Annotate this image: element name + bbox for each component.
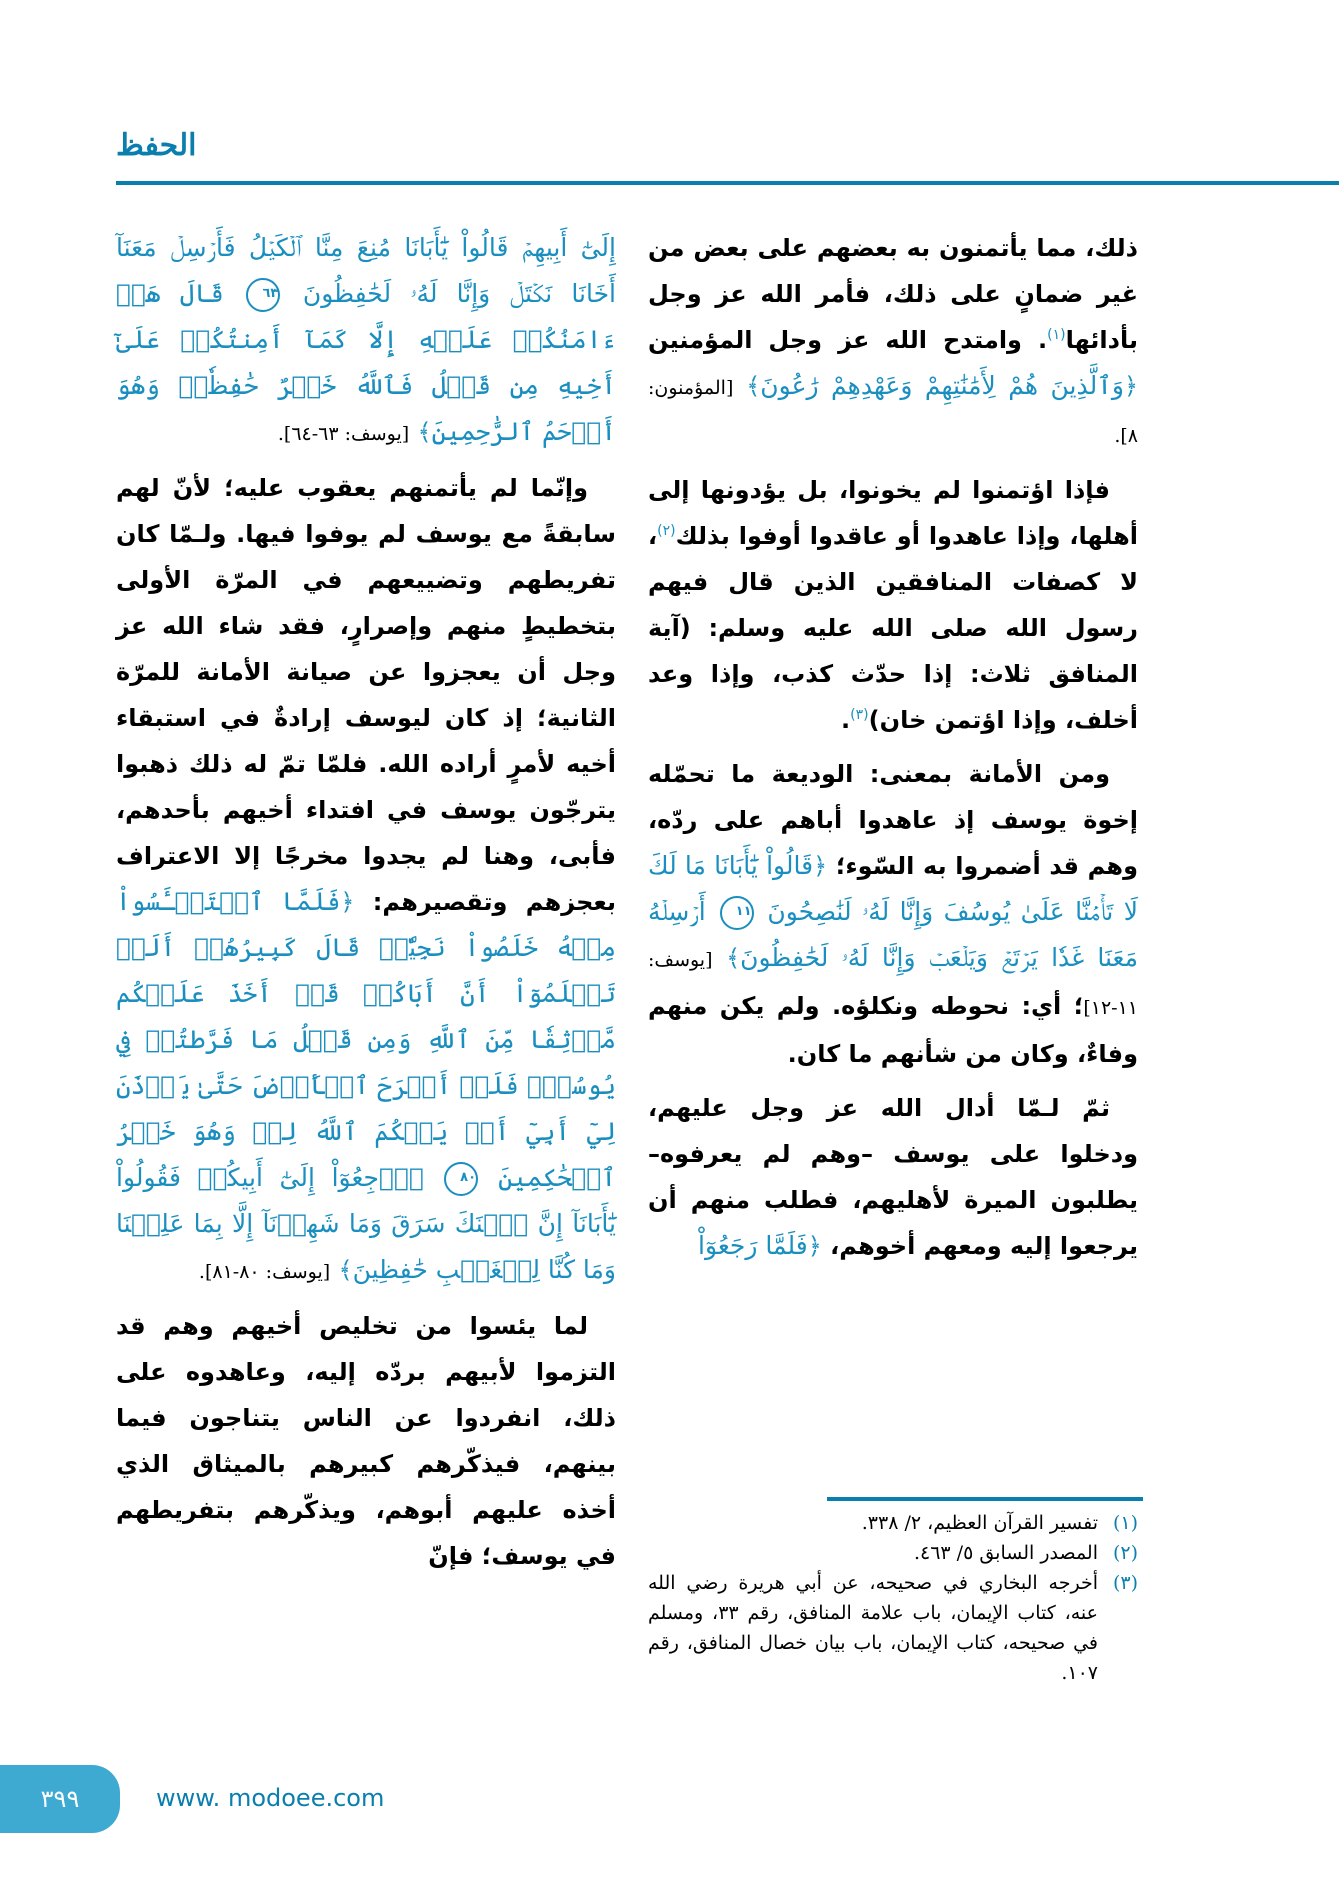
verse-reference: [المؤمنون: ٨]. bbox=[648, 377, 1138, 447]
footnote-2 bbox=[648, 1538, 1138, 1568]
chapter-title: الحفظ bbox=[116, 128, 197, 163]
body-text: ، لا كصفات المنافقين الذين قال فيهم رسول الله صلى الله عليه وسلم: (آية المنافق ثلاث: إذا حدّث كذب، وإذا وعد أخلف، وإذا اؤتمن خان) bbox=[648, 522, 1138, 734]
verse-reference: [يوسف: ١١-١٢] bbox=[648, 949, 1138, 1019]
body-text: ثمّ لـمّا أدال الله عز وجل عليهم، ودخلوا على يوسف –وهم لم يعرفوه– يطلبون الميرة لأهليهم، فطلب منهم أن يرجعوا إليه ومعهم أخوهم، bbox=[648, 1094, 1138, 1260]
quran-brace-close-icon: ﴾ bbox=[338, 1256, 353, 1284]
quran-brace-close-icon: ﴾ bbox=[726, 944, 741, 972]
ayah-number-icon: ١١ bbox=[720, 896, 754, 930]
paragraph bbox=[648, 1085, 1138, 1269]
body-text: وإنّما لم يأتمنهم يعقوب عليه؛ لأنّ لهم سابقةً مع يوسف لم يوفوا فيها. ولـمّا كان تفريطهم وتضييعهم في المرّة الأولى بتخطيطٍ منهم وإصرارٍ، فقد شاء الله عز وجل أن يعجزوا عن صيانة الأمانة للمرّة الثانية؛ إذ كان ليوسف إرادةٌ في استبقاء أخيه لأمرٍ أراده الله. فلمّا تمّ له ذلك ذهبوا يترجّون يوسف في افتداء أخيهم بأحدهم، فأبى، وهنا لم يجدوا مخرجًا إلا الاعتراف بعجزهم وتقصيرهم: bbox=[116, 474, 616, 916]
quran-verse: فَلَمَّا رَجَعُوٓاْ bbox=[698, 1231, 808, 1260]
quran-brace-open-icon: ﴿ bbox=[807, 1232, 822, 1260]
paragraph bbox=[116, 465, 616, 1295]
quran-verse: وَٱلَّذِينَ هُمْ لِأَمَٰنَٰتِهِمْ وَعَهْدِهِمْ رَٰعُونَ bbox=[760, 371, 1124, 400]
body-text: . bbox=[841, 706, 851, 734]
verse-reference: [يوسف: ٦٣-٦٤]. bbox=[277, 423, 410, 445]
quran-verse: قَالُواْ يَٰٓأَبَانَا مَا لَكَ لَا تَأۡمَ۬نَّا عَلَىٰ يُوسُفَ وَإِنَّا لَهُۥ لَنَٰصِحُونَ bbox=[648, 851, 1138, 926]
quran-verse: ٱرۡجِعُوٓاْ إِلَىٰٓ أَبِيكُمۡ فَقُولُواْ يَٰٓأَبَانَآ إِنَّ ٱبۡنَكَ سَرَقَ وَمَا شَهِدۡنَآ إِلَّا بِمَا عَلِمۡنَا وَمَا كُنَّا لِلۡغَيۡبِ حَٰفِظِينَ bbox=[116, 1163, 616, 1284]
verse-reference: [يوسف: ٨٠-٨١]. bbox=[198, 1261, 331, 1283]
body-text: . وامتدح الله عز وجل المؤمنين bbox=[648, 326, 1048, 354]
page-number: ٣٩٩ bbox=[0, 1765, 120, 1833]
footnote-text: تفسير القرآن العظيم، ٢/ ٣٣٨. bbox=[861, 1512, 1098, 1534]
header-divider bbox=[116, 181, 1339, 185]
footnote-text: أخرجه البخاري في صحيحه، عن أبي هريرة رضي الله عنه، كتاب الإيمان، باب علامة المنافق، رقم ٣٣، ومسلم في صحيحه، كتاب الإيمان، باب بيان خصال المنافق، رقم ١٠٧. bbox=[648, 1572, 1099, 1684]
footnote-ref-3[interactable]: (٣) bbox=[850, 707, 869, 723]
body-text: ؛ أي: نحوطه ونكلؤه. ولم يكن منهم وفاءٌ، وكان من شأنهم ما كان. bbox=[648, 992, 1138, 1068]
quran-brace-open-icon: ﴿ bbox=[813, 852, 828, 880]
quran-brace-close-icon: ﴾ bbox=[746, 372, 761, 400]
left-column bbox=[116, 225, 616, 1587]
quran-brace-open-icon: ﴿ bbox=[340, 888, 355, 916]
footnote-ref-2[interactable]: (٢) bbox=[657, 523, 676, 539]
footnote-number: (١) bbox=[1112, 1512, 1138, 1534]
footnote-1 bbox=[648, 1508, 1138, 1538]
website-link[interactable]: www. modoee.com bbox=[156, 1784, 385, 1812]
paragraph bbox=[648, 467, 1138, 743]
footnote-divider bbox=[827, 1497, 1143, 1501]
footnotes bbox=[648, 1508, 1138, 1688]
paragraph bbox=[648, 225, 1138, 459]
quran-verse: قَالَ هَلۡ ءَامَنُكُمۡ عَلَيۡهِ إِلَّا كَمَآ أَمِنتُكُمۡ عَلَىٰٓ أَخِيهِ مِن قَبۡلُ فَٱللَّهُ خَيۡرٌ حَٰفِظٗاۖ وَهُوَ أَرۡحَمُ ٱلرَّٰحِمِينَ bbox=[116, 279, 616, 446]
ayah-number-icon: ٨٠ bbox=[444, 1162, 478, 1196]
quran-brace-close-icon: ﴾ bbox=[417, 418, 432, 446]
quran-verse: فَلَمَّا ٱسۡتَيۡـَٔسُواْ مِنۡهُ خَلَصُواْ نَجِيّٗاۖ قَالَ كَبِيرُهُمۡ أَلَمۡ تَعۡلَمُوٓاْ أَنَّ أَبَاكُمۡ قَدۡ أَخَذَ عَلَيۡكُم مَّوۡثِقٗا مِّنَ ٱللَّهِ وَمِن قَبۡلُ مَا فَرَّطتُمۡ فِي يُوسُفَۖ فَلَنۡ أَبۡرَحَ ٱلۡأَرۡضَ حَتَّىٰ يَأۡذَنَ لِيٓ أَبِيٓ أَوۡ يَحۡكُمَ ٱللَّهُ لِيۖ وَهُوَ خَيۡرُ ٱلۡحَٰكِمِينَ bbox=[116, 887, 617, 1192]
quran-verse: أَرۡسِلۡهُ مَعَنَا غَدٗا يَرۡتَعۡ وَيَلۡعَبۡ وَإِنَّا لَهُۥ لَحَٰفِظُونَ bbox=[648, 897, 1138, 972]
footnote-ref-1[interactable]: (١) bbox=[1047, 327, 1066, 343]
page-footer bbox=[0, 1765, 600, 1835]
paragraph bbox=[648, 751, 1138, 1077]
body-text: ذلك، مما يأتمنون به بعضهم على بعض من غير ضمانٍ على ذلك، فأمر الله عز وجل بأدائها bbox=[648, 234, 1138, 354]
body-text: ومن الأمانة بمعنى: الوديعة ما تحمّله إخوة يوسف إذ عاهدوا أباهم على ردّه، وهم قد أضمروا به السّوء؛ bbox=[648, 760, 1138, 880]
right-column bbox=[648, 225, 1138, 1277]
paragraph bbox=[116, 1303, 616, 1579]
footnote-3 bbox=[648, 1568, 1138, 1688]
quran-brace-open-icon: ﴿ bbox=[1123, 372, 1139, 400]
quran-verse: إِلَىٰٓ أَبِيهِمۡ قَالُواْ يَٰٓأَبَانَا مُنِعَ مِنَّا ٱلۡكَيۡلُ فَأَرۡسِلۡ مَعَنَآ أَخَانَا نَكۡتَلۡ وَإِنَّا لَهُۥ لَحَٰفِظُونَ bbox=[116, 233, 616, 308]
footnote-text: المصدر السابق ٥/ ٤٦٣. bbox=[913, 1542, 1098, 1564]
paragraph bbox=[116, 225, 616, 457]
body-text: لما يئسوا من تخليص أخيهم وهم قد التزموا لأبيهم بردّه إليه، وعاهدوه على ذلك، انفردوا عن الناس يتناجون فيما بينهم، فيذكّرهم كبيرهم بالميثاق الذي أخذه عليهم أبوهم، ويذكّرهم بتفريطهم في يوسف؛ فإنّ bbox=[116, 1312, 616, 1570]
body-text: فإذا اؤتمنوا لم يخونوا، بل يؤدونها إلى أهلها، وإذا عاهدوا أو عاقدوا أوفوا بذلك bbox=[648, 476, 1138, 550]
footnote-number: (٢) bbox=[1112, 1542, 1138, 1564]
ayah-number-icon: ٦٣ bbox=[246, 278, 280, 312]
footnote-number: (٣) bbox=[1112, 1572, 1138, 1594]
